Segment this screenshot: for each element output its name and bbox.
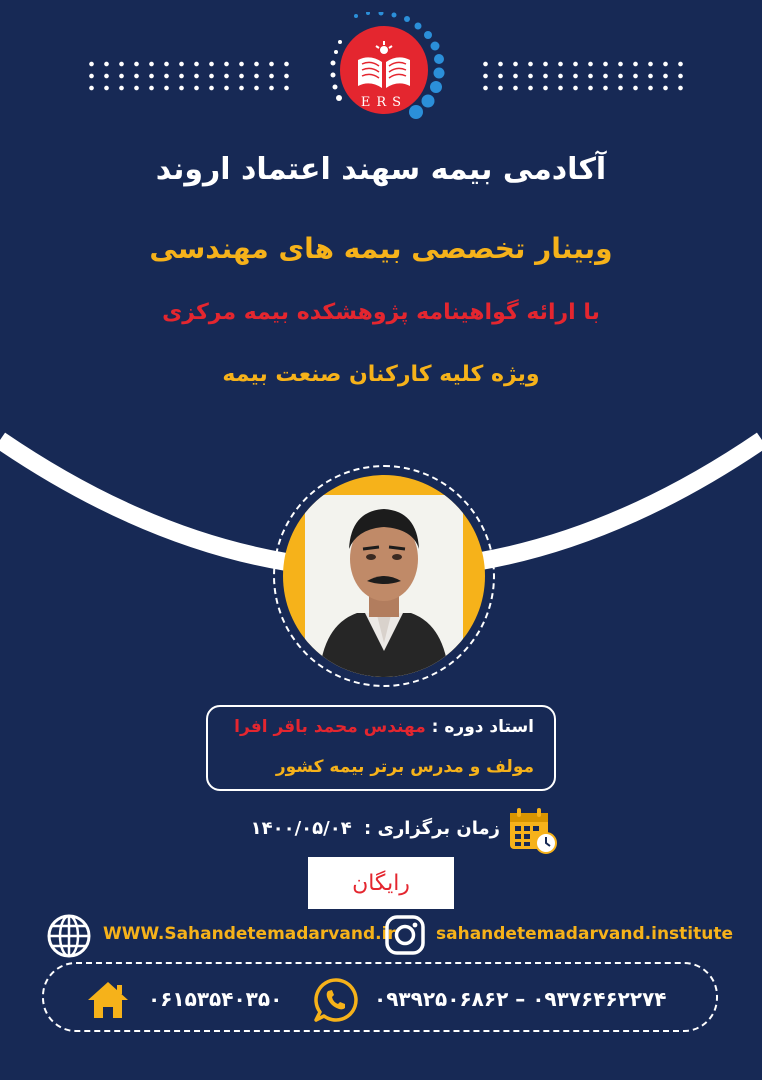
audience-note: ویژه کلیه کارکنان صنعت بیمه — [222, 362, 540, 387]
instagram-icon — [383, 913, 427, 957]
price-badge: رایگان — [308, 857, 454, 909]
schedule-label: زمان برگزاری : — [363, 818, 500, 839]
instructor-info-box — [206, 705, 556, 791]
website-link[interactable]: WWW.Sahandetemadarvand.ir — [103, 924, 396, 944]
mobile-numbers[interactable]: ۰۹۳۹۲۵۰۶۸۶۲ – ۰۹۳۷۶۴۶۲۲۷۴ — [374, 987, 667, 1011]
globe-icon — [46, 913, 92, 959]
logo-text: ERS — [360, 95, 408, 110]
whatsapp-icon — [312, 976, 360, 1024]
instructor-name: مهندس محمد باقر افرا — [234, 717, 426, 737]
instructor-portrait — [283, 475, 485, 677]
instructor-photo — [283, 475, 485, 677]
landline-number[interactable]: ۰۶۱۵۳۵۴۰۳۵۰ — [148, 987, 283, 1011]
calendar-clock-icon — [508, 805, 558, 855]
home-icon — [86, 980, 130, 1020]
schedule-text — [251, 818, 500, 839]
academy-title: آکادمی بیمه سهند اعتماد اروند — [155, 152, 607, 187]
webinar-title: وبینار تخصصی بیمه های مهندسی — [149, 232, 613, 265]
instagram-handle[interactable]: sahandetemadarvand.institute — [436, 924, 734, 944]
instructor-line — [234, 717, 534, 737]
schedule-date: ۱۴۰۰/۰۵/۰۴ — [250, 818, 352, 839]
schedule-row — [250, 805, 558, 857]
certificate-note: با ارائه گواهینامه پژوهشکده بیمه مرکزی — [162, 300, 600, 325]
instructor-label: استاد دوره : — [431, 717, 534, 737]
instructor-description: مولف و مدرس برتر بیمه کشور — [275, 757, 534, 777]
